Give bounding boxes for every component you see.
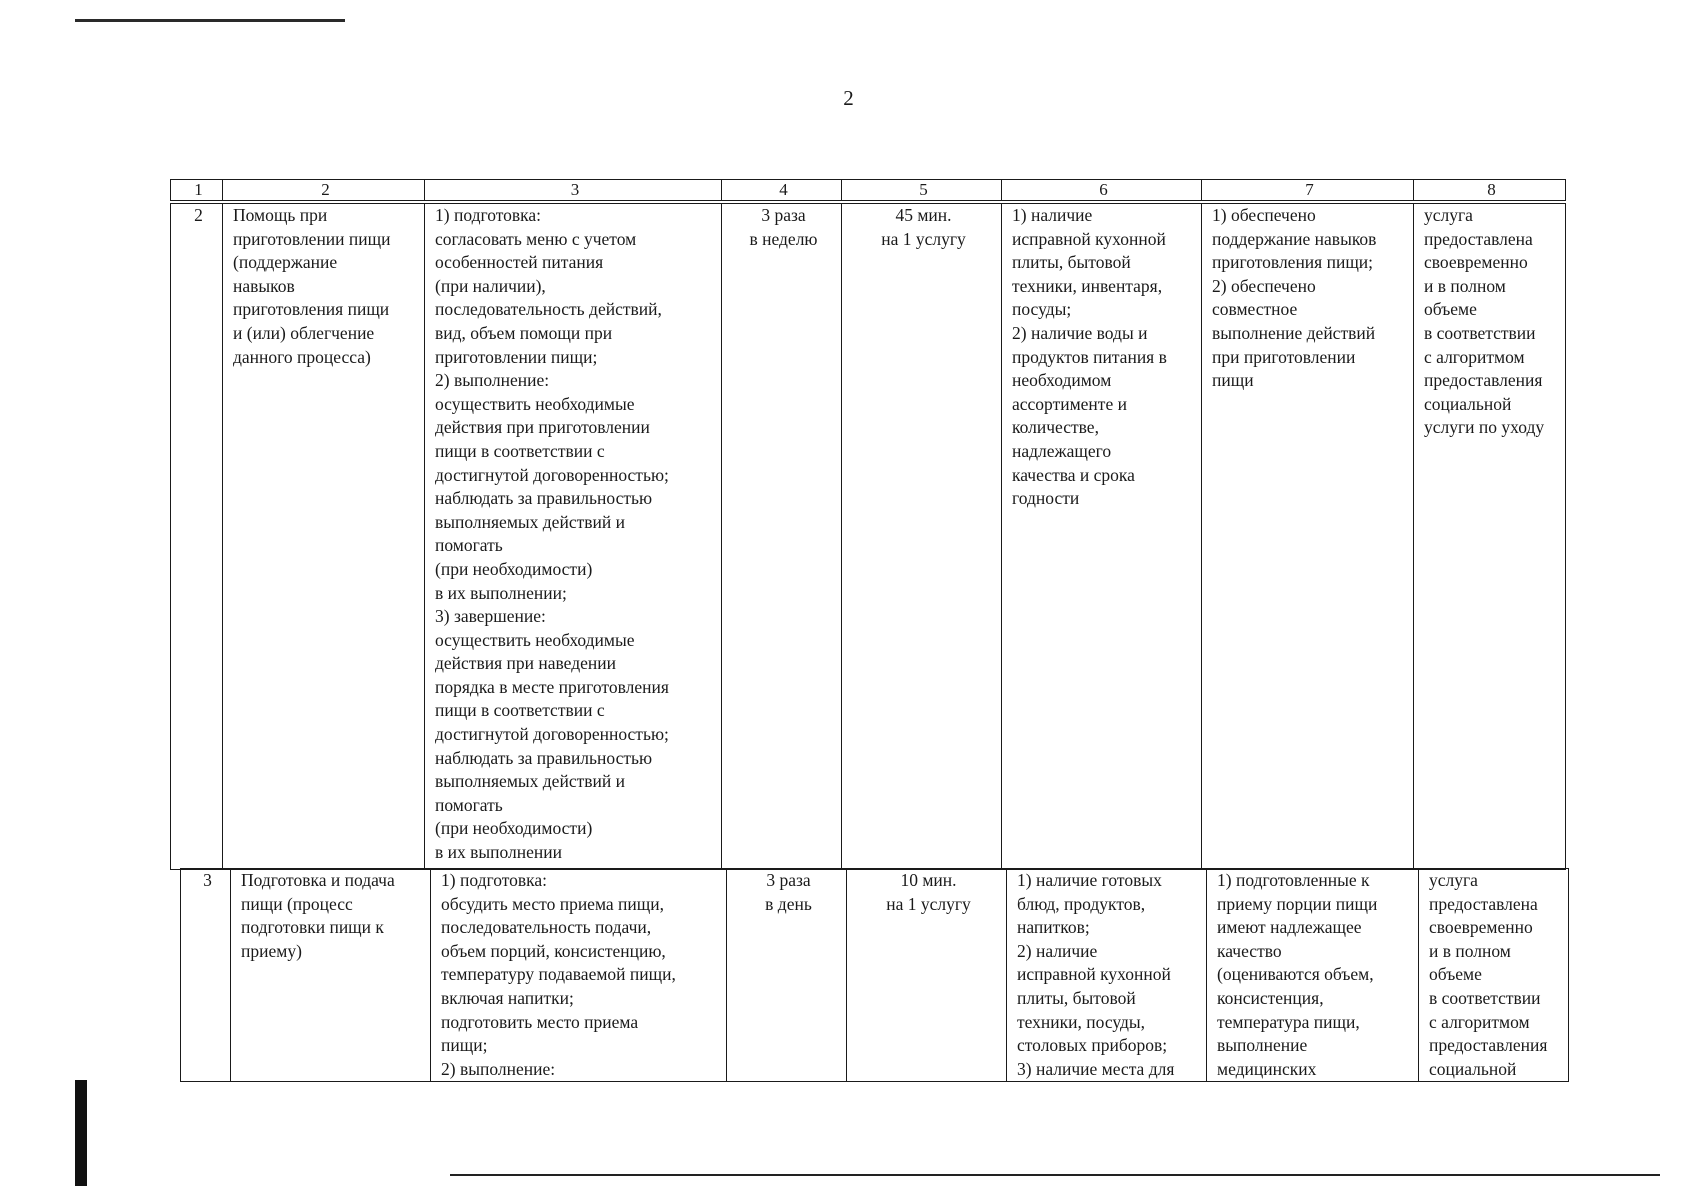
row-number: 2 xyxy=(171,204,223,870)
header-col-6: 6 xyxy=(1002,180,1202,201)
row-number: 3 xyxy=(181,869,231,1082)
scan-artifact-bottom-line xyxy=(450,1174,1660,1176)
table-row xyxy=(181,869,1569,1082)
service-assessment: услуга предоставлена своевременно и в полном объеме в соответствии с алгоритмом предоставления социальной услуги по уходу xyxy=(1414,204,1566,870)
service-actions: 1) подготовка: согласовать меню с учетом особенностей питания (при наличии), последовательность действий, вид, объем помощи при приготовлении пищи; 2) выполнение: осуществить необходимые действия при приготовлении пищи в соответствии с достигнутой договоренностью; наблюдать за правильностью выполняемых действий и помогать (при необходимости) в их выполнении; 3) завершение: осуществить необходимые действия при наведении порядка в месте приготовления пищи в соответствии с достигнутой договоренностью; наблюдать за правильностью выполняемых действий и помогать (при необходимости) в их выполнении xyxy=(425,204,722,870)
scan-artifact-left-bar xyxy=(75,1080,87,1186)
table-header xyxy=(170,179,1566,201)
page-number: 2 xyxy=(843,86,854,110)
service-frequency: 3 раза в день xyxy=(727,869,847,1082)
service-actions: 1) подготовка: обсудить место приема пищи, последовательность подачи, объем порций, консистенцию, температуру подаваемой пищи, включая напитки; подготовить место приема пищи; 2) выполнение: xyxy=(431,869,727,1082)
service-conditions: 1) наличие готовых блюд, продуктов, напитков; 2) наличие исправной кухонной плиты, бытовой техники, посуды, столовых приборов; 3) наличие места для xyxy=(1007,869,1207,1082)
header-col-2: 2 xyxy=(223,180,425,201)
service-time: 45 мин. на 1 услугу xyxy=(842,204,1002,870)
scan-artifact-top-line xyxy=(75,19,345,22)
header-col-4: 4 xyxy=(722,180,842,201)
service-results: 1) подготовленные к приему порции пищи имеют надлежащее качество (оцениваются объем, консистенция, температура пищи, выполнение медицинских xyxy=(1207,869,1419,1082)
service-results: 1) обеспечено поддержание навыков приготовления пищи; 2) обеспечено совместное выполнение действий при приготовлении пищи xyxy=(1202,204,1414,870)
header-col-7: 7 xyxy=(1202,180,1414,201)
service-name: Помощь при приготовлении пищи (поддержание навыков приготовления пищи и (или) облегчение данного процесса) xyxy=(223,204,425,870)
service-conditions: 1) наличие исправной кухонной плиты, бытовой техники, инвентаря, посуды; 2) наличие воды и продуктов питания в необходимом ассортименте и количестве, надлежащего качества и срока годности xyxy=(1002,204,1202,870)
header-col-3: 3 xyxy=(425,180,722,201)
table-row xyxy=(171,204,1566,870)
header-col-8: 8 xyxy=(1414,180,1566,201)
header-row xyxy=(171,180,1566,201)
service-name: Подготовка и подача пищи (процесс подготовки пищи к приему) xyxy=(231,869,431,1082)
service-table-row-3 xyxy=(180,868,1569,1082)
service-table-row-2 xyxy=(170,203,1566,870)
header-col-5: 5 xyxy=(842,180,1002,201)
service-frequency: 3 раза в неделю xyxy=(722,204,842,870)
service-time: 10 мин. на 1 услугу xyxy=(847,869,1007,1082)
header-col-1: 1 xyxy=(171,180,223,201)
service-assessment: услуга предоставлена своевременно и в полном объеме в соответствии с алгоритмом предоставления социальной xyxy=(1419,869,1569,1082)
